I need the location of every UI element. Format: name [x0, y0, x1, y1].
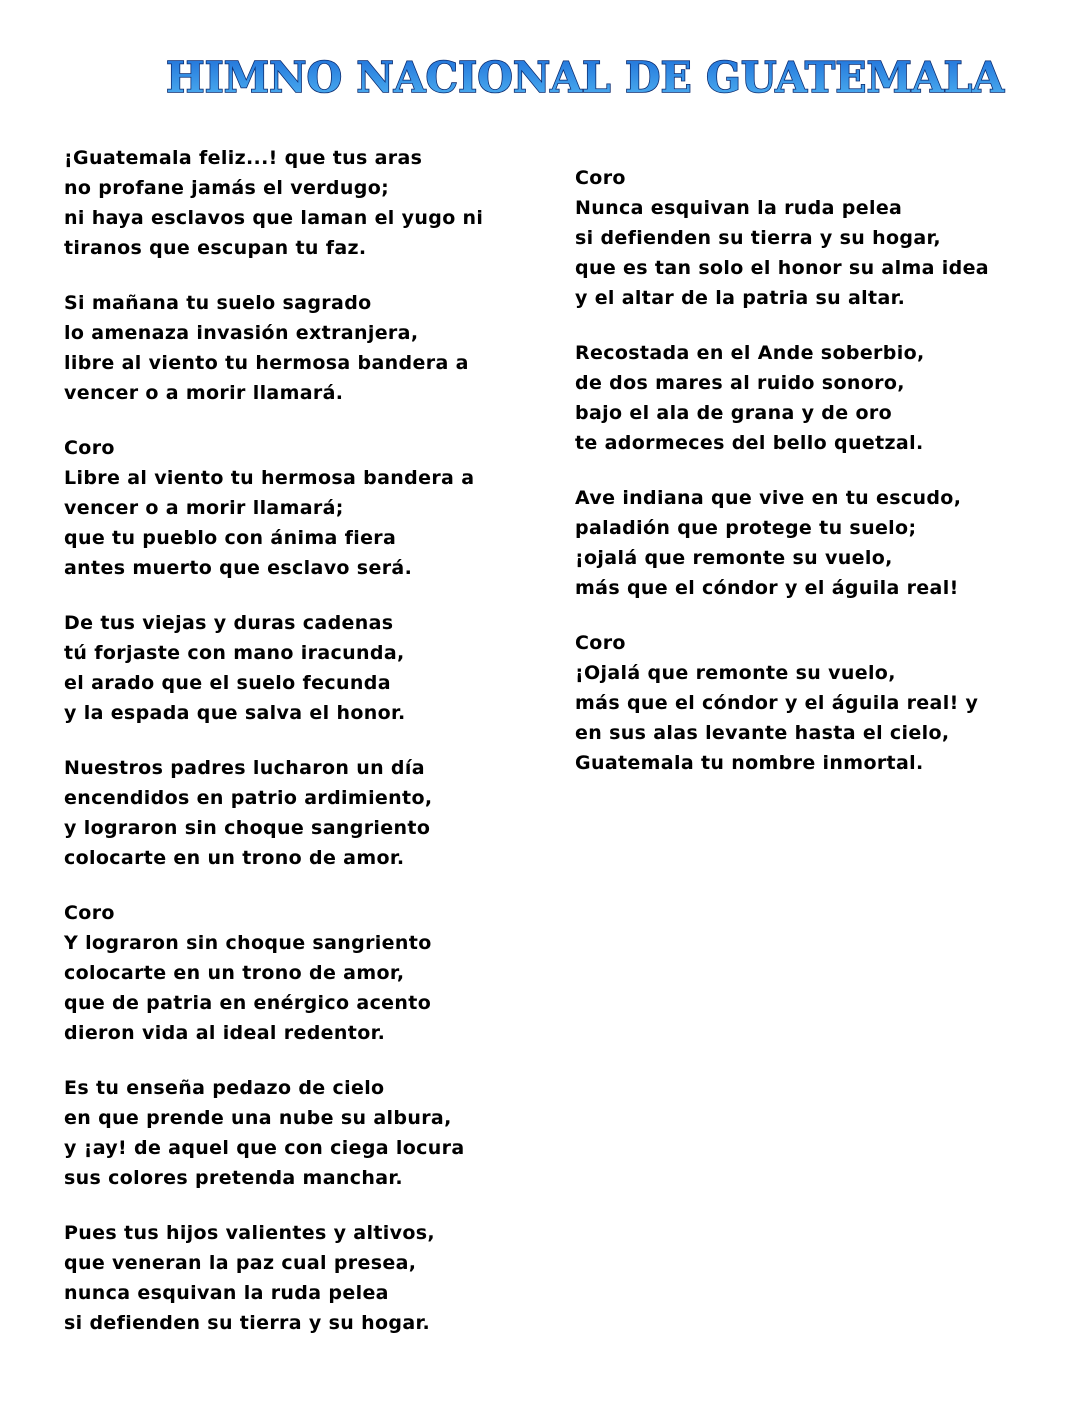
verse-line: Y lograron sin choque sangriento	[64, 932, 432, 954]
verse-line: y el altar de la patria su altar.	[575, 287, 906, 309]
verse-line: nunca esquivan la ruda pelea	[64, 1282, 389, 1304]
right-column	[575, 163, 1035, 803]
chorus-heading: Coro	[64, 437, 115, 459]
verse-line: y ¡ay! de aquel que con ciega locura	[64, 1137, 465, 1159]
verse-line: no profane jamás el verdugo;	[64, 177, 390, 199]
verse-line: más que el cóndor y el águila real!	[575, 577, 959, 599]
verse-line: en que prende una nube su albura,	[64, 1107, 452, 1129]
verse-line: Nunca esquivan la ruda pelea	[575, 197, 903, 219]
verse-line: libre al viento tu hermosa bandera a	[64, 352, 469, 374]
title-wordart	[160, 54, 1010, 110]
verse-line: ¡Guatemala feliz...! que tus aras	[64, 147, 423, 169]
stanza	[64, 433, 544, 583]
chorus-heading: Coro	[575, 167, 626, 189]
verse-line: paladión que protege tu suelo;	[575, 517, 917, 539]
verse-line: y la espada que salva el honor.	[64, 702, 406, 724]
verse-line: tiranos que escupan tu faz.	[64, 237, 367, 259]
verse-line: Si mañana tu suelo sagrado	[64, 292, 372, 314]
stanza	[64, 1073, 544, 1193]
verse-line: Es tu enseña pedazo de cielo	[64, 1077, 385, 1099]
stanza	[64, 288, 544, 408]
left-column	[64, 143, 544, 1363]
chorus-heading: Coro	[64, 902, 115, 924]
title-text: HIMNO NACIONAL DE GUATEMALA	[166, 54, 1006, 102]
verse-line: si defienden su tierra y su hogar.	[64, 1312, 431, 1334]
verse-line: que veneran la paz cual presea,	[64, 1252, 417, 1274]
verse-line: ni haya esclavos que laman el yugo ni	[64, 207, 484, 229]
verse-line: Recostada en el Ande soberbio,	[575, 342, 925, 364]
verse-line: De tus viejas y duras cadenas	[64, 612, 394, 634]
verse-line: bajo el ala de grana y de oro	[575, 402, 892, 424]
verse-line: Pues tus hijos valientes y altivos,	[64, 1222, 436, 1244]
stanza	[64, 143, 544, 263]
verse-line: en sus alas levante hasta el cielo,	[575, 722, 950, 744]
verse-line: Ave indiana que vive en tu escudo,	[575, 487, 962, 509]
verse-line: te adormeces del bello quetzal.	[575, 432, 924, 454]
stanza	[575, 628, 1035, 778]
verse-line: Nuestros padres lucharon un día	[64, 757, 425, 779]
stanza	[575, 163, 1035, 313]
verse-line: tú forjaste con mano iracunda,	[64, 642, 405, 664]
verse-line: y lograron sin choque sangriento	[64, 817, 431, 839]
verse-line: Libre al viento tu hermosa bandera a	[64, 467, 475, 489]
verse-line: Guatemala tu nombre inmortal.	[575, 752, 924, 774]
verse-line: que tu pueblo con ánima fiera	[64, 527, 397, 549]
verse-line: antes muerto que esclavo será.	[64, 557, 413, 579]
verse-line: colocarte en un trono de amor.	[64, 847, 405, 869]
stanza	[64, 608, 544, 728]
verse-line: que es tan solo el honor su alma idea	[575, 257, 989, 279]
stanza	[575, 483, 1035, 603]
verse-line: de dos mares al ruido sonoro,	[575, 372, 905, 394]
verse-line: vencer o a morir llamará;	[64, 497, 344, 519]
stanza	[64, 898, 544, 1048]
verse-line: que de patria en enérgico acento	[64, 992, 432, 1014]
verse-line: colocarte en un trono de amor,	[64, 962, 405, 984]
stanza	[575, 338, 1035, 458]
stanza	[64, 1218, 544, 1338]
verse-line: lo amenaza invasión extranjera,	[64, 322, 419, 344]
verse-line: más que el cóndor y el águila real! y	[575, 692, 979, 714]
verse-line: vencer o a morir llamará.	[64, 382, 344, 404]
verse-line: ¡Ojalá que remonte su vuelo,	[575, 662, 896, 684]
verse-line: encendidos en patrio ardimiento,	[64, 787, 433, 809]
stanza	[64, 753, 544, 873]
chorus-heading: Coro	[575, 632, 626, 654]
page-title	[160, 54, 1010, 110]
verse-line: si defienden su tierra y su hogar,	[575, 227, 941, 249]
verse-line: ¡ojalá que remonte su vuelo,	[575, 547, 893, 569]
verse-line: dieron vida al ideal redentor.	[64, 1022, 386, 1044]
verse-line: sus colores pretenda manchar.	[64, 1167, 403, 1189]
verse-line: el arado que el suelo fecunda	[64, 672, 391, 694]
